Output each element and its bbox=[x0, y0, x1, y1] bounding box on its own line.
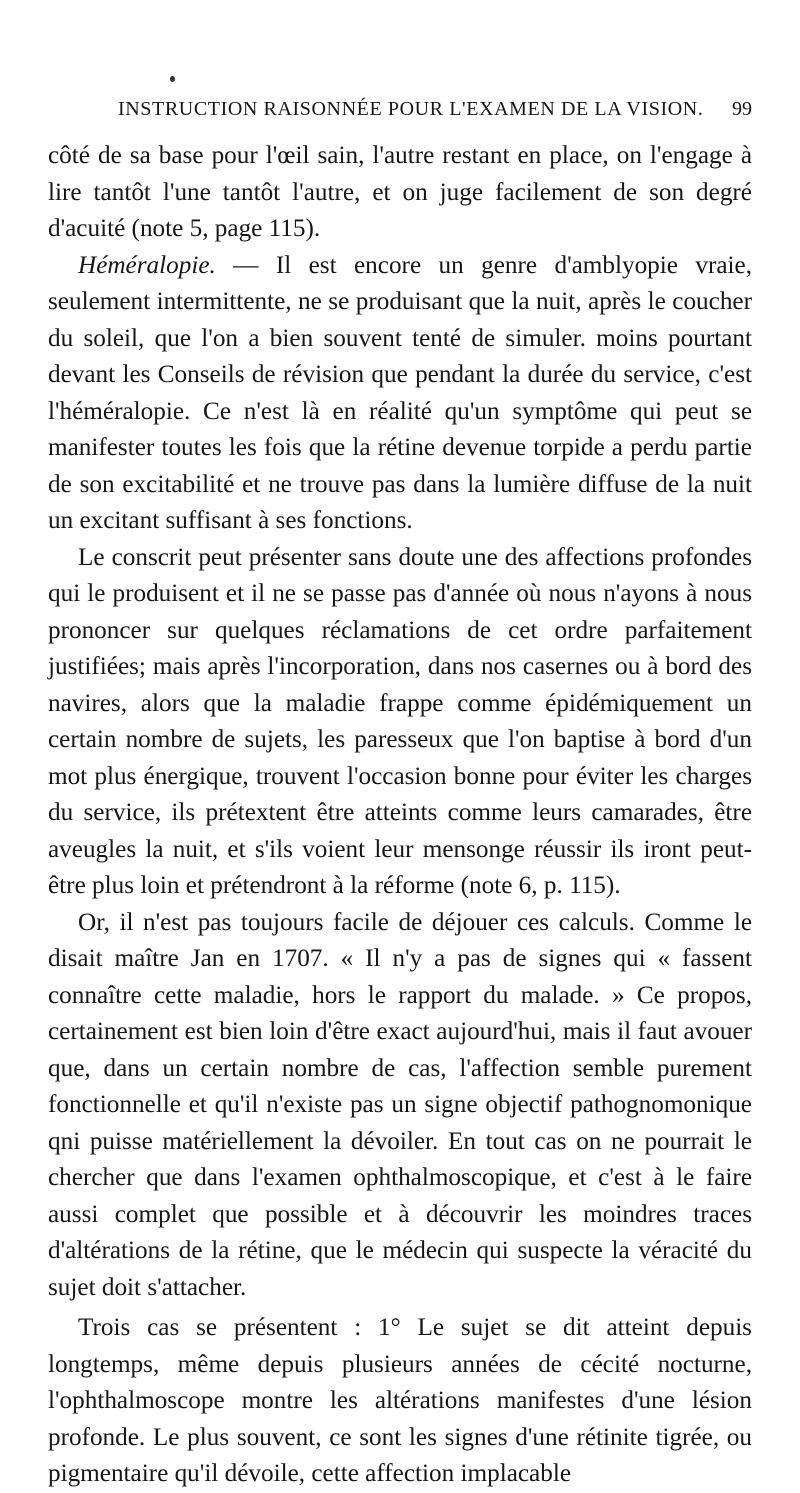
paragraph-3: Le conscrit peut présenter sans doute une des affections profondes qui le produisent et il ne se passe pas d'année où nous n'ayons à nous prononcer sur quelques réclamations de cet ordre parfaitement justifiées; mais après l'incorporation, dans nos casernes ou à bord des navires, alors que la maladie frappe comme épidémiquement un certain nombre de sujets, les paresseux que l'on baptise à bord d'un mot plus énergique, trouvent l'occasion bonne pour éviter les charges du service, ils prétextent être atteints comme leurs camarades, être aveugles la nuit, et s'ils voient leur mensonge réussir ils iront peut-être plus loin et prétendront à la réforme (note 6, p. 115). bbox=[48, 543, 752, 899]
printer-mark bbox=[170, 76, 175, 82]
paragraph-1: côté de sa base pour l'œil sain, l'autre restant en place, on l'engage à lire tantôt l'une tantôt l'autre, et on juge facilement de son degré d'acuité (note 5, page 115). bbox=[48, 142, 752, 242]
paragraph-2-term: Héméralopie. bbox=[78, 251, 216, 279]
paragraph-4: Or, il n'est pas toujours facile de déjouer ces calculs. Comme le disait maître Jan en 1707. « Il n'y a pas de signes qui « fassent connaître cette maladie, hors le rapport du malade. » Ce propos, certainement est bien loin d'être exact aujourd'hui, mais il faut avouer que, dans un certain nombre de cas, l'affection semble purement fonctionnelle et qu'il n'existe pas un signe objectif pathognomonique qni puisse matériellement la dévoiler. En tout cas on ne pourrait le chercher que dans l'examen ophthalmoscopique, et c'est à le faire aussi complet que possible et à découvrir les moindres traces d'altérations de la rétine, que le médecin qui suspecte la véracité du sujet doit s'attacher. bbox=[48, 908, 752, 1301]
running-header bbox=[118, 98, 752, 128]
paragraph-5: Trois cas se présentent : 1° Le sujet se dit atteint depuis longtemps, même depuis plusieurs années de cécité nocturne, l'ophthalmoscope montre les altérations manifestes d'une lésion profonde. Le plus souvent, ce sont les signes d'une rétinite tigrée, ou pigmentaire qu'il dévoile, cette affection implacable bbox=[48, 1314, 752, 1487]
page-number: 99 bbox=[732, 98, 752, 120]
running-title: INSTRUCTION RAISONNÉE POUR L'EXAMEN DE LA VISION. bbox=[118, 98, 704, 120]
body-text bbox=[48, 138, 752, 1493]
paragraph-2-text: — Il est encore un genre d'amblyopie vraie, seulement intermittente, ne se produisant que la nuit, après le coucher du soleil, que l'on a bien souvent tenté de simuler. moins pourtant devant les Conseils de révision que pendant la durée du service, c'est l'héméralopie. Ce n'est là en réalité qu'un symptôme qui peut se manifester toutes les fois que la rétine devenue torpide a perdu partie de son excitabilité et ne trouve pas dans la lumière diffuse de la nuit un excitant suffisant à ses fonctions. bbox=[48, 251, 752, 534]
paragraph-2 bbox=[48, 248, 752, 540]
